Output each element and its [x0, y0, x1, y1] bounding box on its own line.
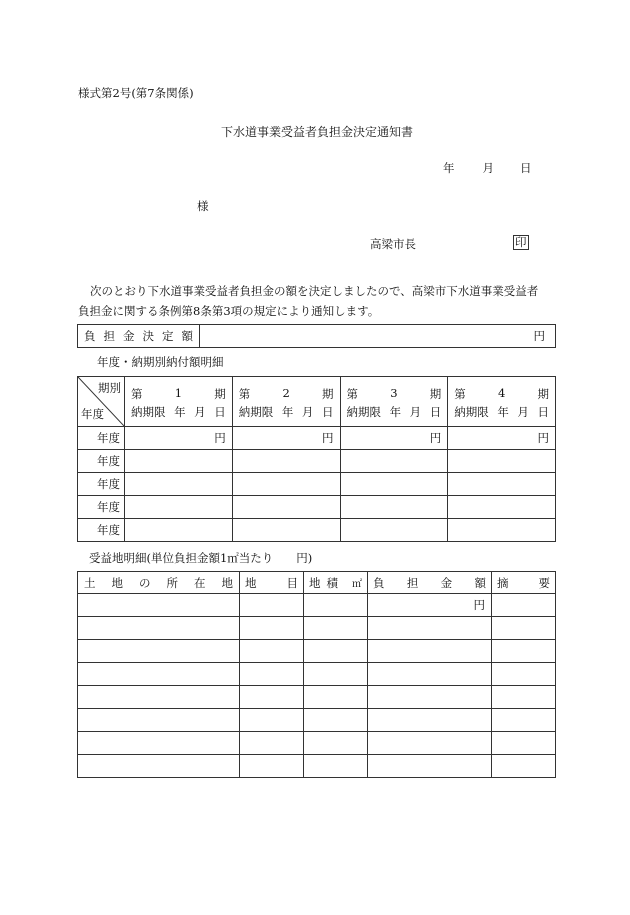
land-row — [78, 594, 556, 617]
date-month-label: 月 — [482, 161, 494, 175]
deadline-day: 日 — [321, 405, 334, 419]
land-category-cell — [240, 732, 304, 755]
payment-amount-cell — [340, 450, 448, 473]
body-text-line1: 次のとおり下水道事業受益者負担金の額を決定しましたので、高梁市下水道事業受益者 — [90, 284, 539, 298]
header-area-char: 地 — [309, 575, 321, 590]
land-area-cell — [304, 732, 368, 755]
land-location-cell — [78, 663, 240, 686]
decision-label-char: 負 — [84, 329, 96, 343]
payment-amount-cell: 円 — [125, 427, 233, 450]
land-row — [78, 755, 556, 778]
land-remarks-cell — [492, 686, 556, 709]
land-remarks-cell — [492, 732, 556, 755]
deadline-month: 月 — [409, 405, 422, 419]
land-location-cell — [78, 640, 240, 663]
header-category — [240, 572, 304, 594]
deadline-day: 日 — [214, 405, 226, 419]
recipient-suffix: 様 — [197, 199, 209, 213]
land-remarks-cell — [492, 663, 556, 686]
form-number: 様式第2号(第7条関係) — [78, 86, 194, 100]
deadline-label: 納期限 — [238, 405, 274, 419]
seal-mark: 印 — [515, 235, 527, 249]
land-amount-cell — [368, 640, 492, 663]
corner-year-label: 年度 — [81, 407, 104, 421]
payment-row-year-label: 年度 — [78, 496, 125, 519]
land-category-cell — [240, 755, 304, 778]
period-prefix: 第 — [454, 387, 466, 401]
land-category-cell — [240, 686, 304, 709]
decision-label-char: 定 — [162, 329, 174, 343]
deadline-month: 月 — [517, 405, 529, 419]
decision-amount-label — [78, 325, 200, 348]
header-amount-char: 担 — [406, 575, 419, 590]
header-remarks — [492, 572, 556, 594]
land-remarks-cell — [492, 594, 556, 617]
payment-amount-cell — [448, 519, 556, 542]
payment-amount-cell: 円 — [340, 427, 448, 450]
deadline-year: 年 — [281, 405, 294, 419]
land-row — [78, 732, 556, 755]
land-category-cell — [240, 594, 304, 617]
land-remarks-cell — [492, 755, 556, 778]
date-year-label: 年 — [443, 161, 455, 175]
land-amount-cell — [368, 732, 492, 755]
land-amount-cell — [368, 686, 492, 709]
header-amount-char: 金 — [440, 575, 453, 590]
period-header-4 — [448, 377, 556, 427]
land-area-cell — [304, 594, 368, 617]
issuer-name: 高梁市長 — [370, 237, 416, 251]
land-category-cell — [240, 617, 304, 640]
payment-amount-cell — [232, 496, 340, 519]
payment-amount-cell — [125, 519, 233, 542]
decision-amount-unit: 円 — [533, 329, 545, 343]
payment-section-title: 年度・納期別納付額明細 — [97, 355, 224, 369]
land-area-cell — [304, 663, 368, 686]
payment-row-year-label: 年度 — [78, 473, 125, 496]
deadline-label: 納期限 — [346, 405, 381, 419]
payment-row-year-label: 年度 — [78, 427, 125, 450]
payment-amount-cell — [340, 473, 448, 496]
header-remarks-char: 要 — [538, 575, 550, 590]
land-amount-cell — [368, 663, 492, 686]
land-category-cell — [240, 709, 304, 732]
header-category-char: 地 — [245, 575, 257, 590]
payment-amount-cell: 円 — [232, 427, 340, 450]
period-prefix: 第 — [346, 387, 358, 401]
period-year-corner-cell — [78, 377, 125, 427]
land-category-cell — [240, 640, 304, 663]
payment-amount-cell: 円 — [448, 427, 556, 450]
header-location-char: の — [139, 575, 151, 590]
payment-amount-cell — [125, 473, 233, 496]
payment-amount-cell — [125, 450, 233, 473]
header-location-char: 土 — [84, 575, 96, 590]
payment-schedule-table — [77, 376, 556, 542]
header-remarks-char: 摘 — [497, 575, 509, 590]
period-number: 2 — [282, 386, 290, 400]
payment-amount-cell — [125, 496, 233, 519]
land-location-cell — [78, 594, 240, 617]
decision-amount-table — [77, 324, 556, 348]
land-row — [78, 663, 556, 686]
period-suffix: 期 — [537, 387, 549, 401]
payment-amount-cell — [340, 496, 448, 519]
deadline-month: 月 — [301, 405, 314, 419]
land-amount-cell — [368, 709, 492, 732]
payment-row-year-label: 年度 — [78, 519, 125, 542]
land-category-cell — [240, 663, 304, 686]
payment-amount-cell — [232, 519, 340, 542]
date-day-label: 日 — [520, 161, 532, 175]
period-suffix: 期 — [321, 387, 334, 401]
land-row — [78, 686, 556, 709]
deadline-label: 納期限 — [454, 405, 489, 419]
deadline-day: 日 — [429, 405, 442, 419]
period-header-1 — [125, 377, 233, 427]
period-prefix: 第 — [238, 387, 251, 401]
payment-amount-cell — [340, 519, 448, 542]
period-number: 3 — [390, 386, 398, 400]
decision-label-char: 額 — [181, 329, 193, 343]
land-row — [78, 617, 556, 640]
document-title: 下水道事業受益者負担金決定通知書 — [221, 125, 414, 139]
period-header-2 — [232, 377, 340, 427]
payment-amount-cell — [448, 473, 556, 496]
land-area-cell — [304, 617, 368, 640]
corner-period-label: 期別 — [98, 381, 121, 395]
payment-row-year-label: 年度 — [78, 450, 125, 473]
land-location-cell — [78, 732, 240, 755]
decision-amount-cell — [200, 325, 556, 348]
land-detail-table — [77, 571, 556, 778]
payment-row — [78, 427, 556, 450]
period-number: 1 — [174, 386, 183, 400]
land-location-cell — [78, 755, 240, 778]
header-area-char: 積 — [326, 575, 338, 590]
payment-amount-cell — [448, 496, 556, 519]
land-location-cell — [78, 709, 240, 732]
payment-row — [78, 473, 556, 496]
deadline-label: 納期限 — [131, 405, 166, 419]
land-area-cell — [304, 640, 368, 663]
header-amount-char: 負 — [373, 575, 385, 590]
land-area-cell — [304, 755, 368, 778]
header-category-char: 目 — [286, 575, 298, 590]
period-suffix: 期 — [429, 387, 442, 401]
body-text-line2: 負担金に関する条例第8条第3項の規定により通知します。 — [78, 304, 380, 318]
header-amount-char: 額 — [474, 575, 486, 590]
deadline-year: 年 — [174, 405, 186, 419]
header-location-char: 地 — [221, 575, 233, 590]
date-line — [443, 160, 532, 176]
header-location — [78, 572, 240, 594]
land-location-cell — [78, 686, 240, 709]
land-row — [78, 640, 556, 663]
payment-amount-cell — [232, 450, 340, 473]
area-unit: ㎡ — [352, 578, 362, 590]
land-amount-cell — [368, 617, 492, 640]
period-number: 4 — [497, 386, 506, 400]
payment-amount-cell — [232, 473, 340, 496]
land-amount-cell — [368, 755, 492, 778]
land-row — [78, 709, 556, 732]
decision-label-char: 担 — [103, 329, 115, 343]
land-area-cell — [304, 686, 368, 709]
payment-row — [78, 450, 556, 473]
land-location-cell — [78, 617, 240, 640]
deadline-day: 日 — [537, 405, 549, 419]
header-location-char: 在 — [194, 575, 206, 590]
land-section-title: 受益地明細(単位負担金額1㎡当たり 円) — [89, 551, 313, 565]
decision-label-char: 決 — [142, 329, 154, 343]
payment-amount-cell — [448, 450, 556, 473]
period-prefix: 第 — [131, 387, 143, 401]
header-amount — [368, 572, 492, 594]
payment-row — [78, 519, 556, 542]
period-header-3 — [340, 377, 448, 427]
header-location-char: 所 — [166, 575, 178, 590]
deadline-month: 月 — [194, 405, 206, 419]
decision-label-char: 金 — [123, 329, 135, 343]
deadline-year: 年 — [389, 405, 402, 419]
payment-row — [78, 496, 556, 519]
land-remarks-cell — [492, 709, 556, 732]
period-suffix: 期 — [214, 387, 226, 401]
land-remarks-cell — [492, 617, 556, 640]
header-area — [304, 572, 368, 594]
land-amount-cell: 円 — [368, 594, 492, 617]
land-remarks-cell — [492, 640, 556, 663]
header-location-char: 地 — [111, 575, 123, 590]
land-area-cell — [304, 709, 368, 732]
deadline-year: 年 — [497, 405, 509, 419]
